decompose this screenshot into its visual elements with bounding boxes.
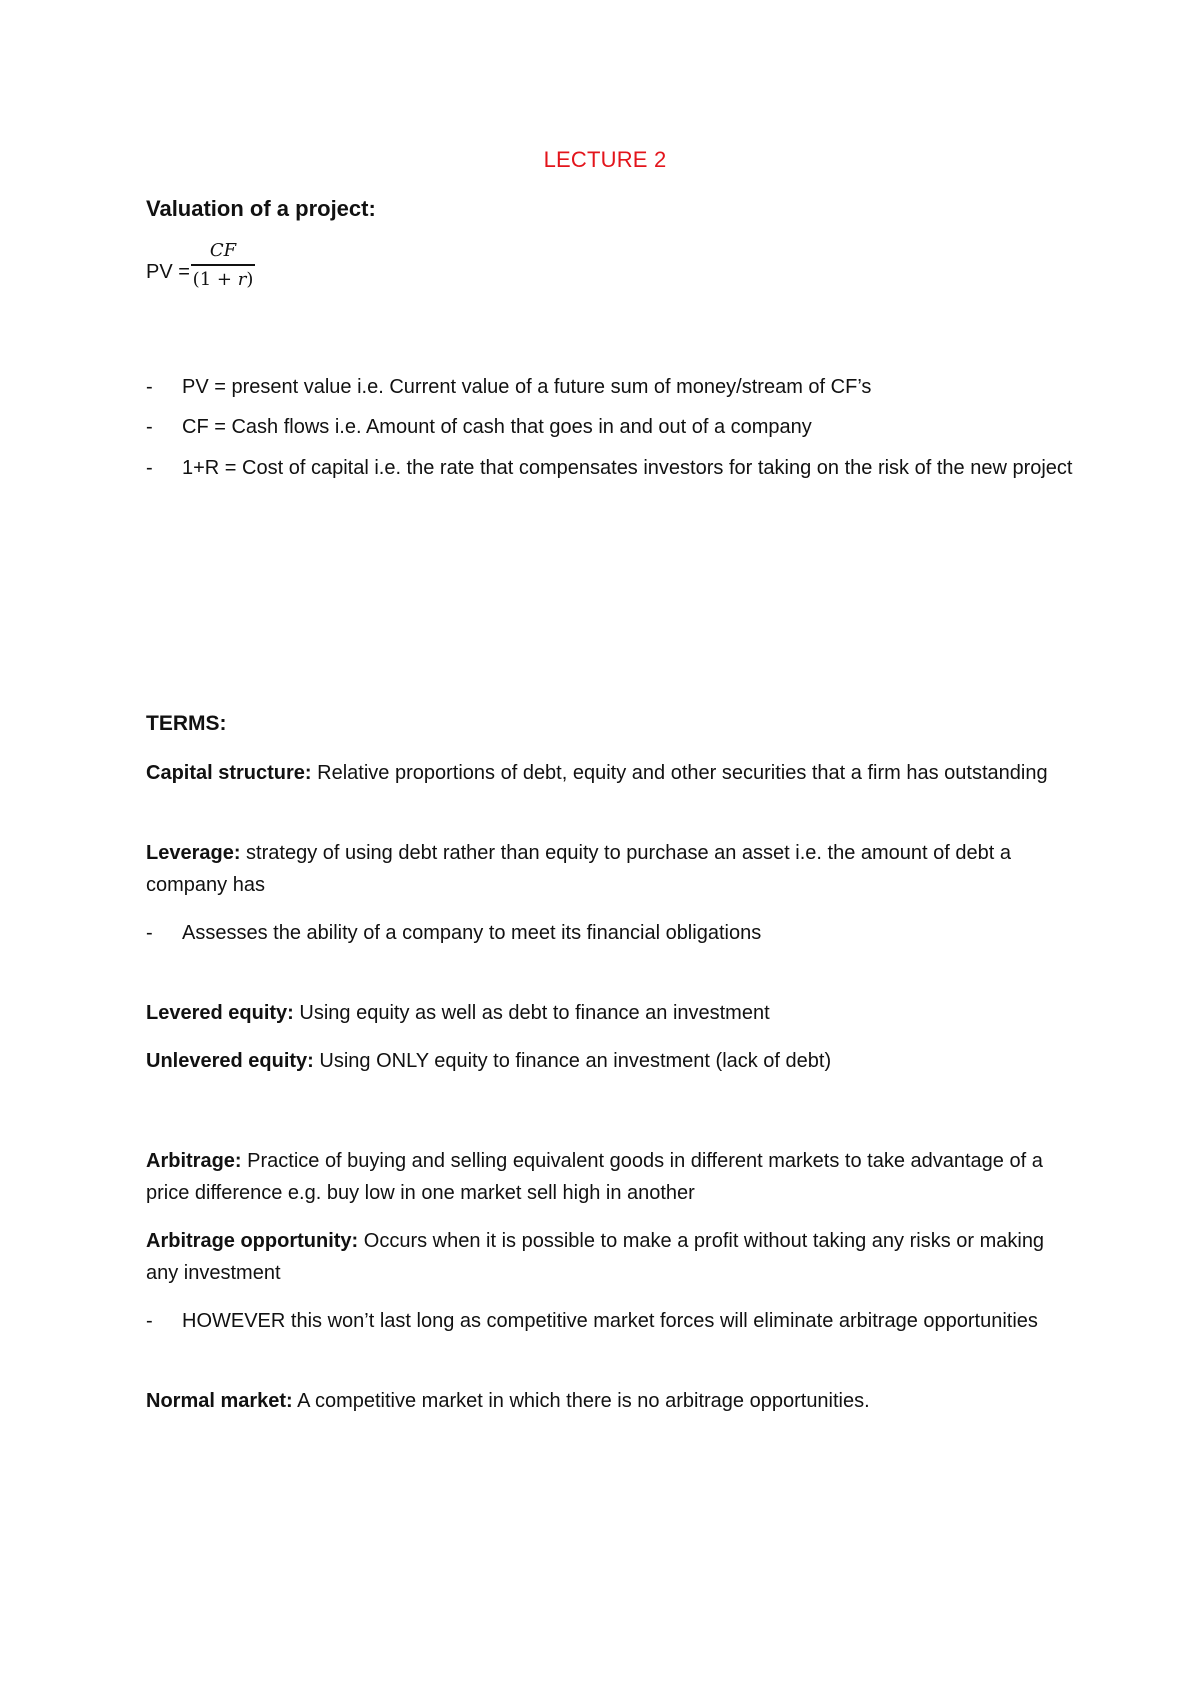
term-capital-structure (146, 757, 1066, 789)
term-label: Levered equity: (146, 1002, 294, 1024)
term-definition: strategy of using debt rather than equity to purchase an asset i.e. the amount of debt a company has (146, 842, 1011, 896)
term-definition: Practice of buying and selling equivalent goods in different markets to take advantage of a price difference e.g. buy low in one market sell high in another (146, 1150, 1043, 1204)
list-item (146, 1305, 1096, 1337)
denominator-r: r (237, 268, 247, 290)
term-label: Unlevered equity: (146, 1050, 314, 1072)
bullet-text: Assesses the ability of a company to meet its financial obligations (182, 922, 762, 944)
term-label: Arbitrage: (146, 1150, 242, 1172)
formula-denominator (187, 269, 259, 291)
term-label: Arbitrage opportunity: (146, 1230, 359, 1252)
term-leverage (146, 837, 1066, 901)
denominator-plus: + (216, 268, 232, 290)
denominator-open-paren: ( (192, 268, 200, 290)
term-definition: A competitive market in which there is no arbitrage opportunities. (292, 1390, 870, 1412)
formula-fraction (187, 240, 259, 291)
document-title: LECTURE 2 (543, 147, 667, 172)
term-definition: Occurs when it is possible to make a profit without taking any risks or making any investment (146, 1230, 1045, 1284)
term-arbitrage (146, 1145, 1066, 1209)
bullet-dash: - (146, 457, 153, 479)
list-item (146, 452, 1096, 484)
bullet-dash: - (146, 416, 153, 438)
terms-heading: TERMS: (146, 712, 227, 735)
formula-numerator: CF (209, 240, 237, 261)
list-item (146, 917, 1096, 949)
denominator-one: 1 (199, 268, 212, 290)
valuation-heading: Valuation of a project: (146, 196, 376, 221)
term-definition: Using ONLY equity to finance an investment (lack of debt) (313, 1050, 832, 1072)
term-definition: Using equity as well as debt to finance an investment (293, 1002, 770, 1024)
bullet-text: HOWEVER this won’t last long as competitive market forces will eliminate arbitrage opportunities (182, 1310, 1038, 1332)
fraction-bar (191, 264, 255, 266)
term-unlevered-equity (146, 1045, 1066, 1077)
formula-lhs: PV = (146, 261, 190, 283)
term-levered-equity (146, 997, 1066, 1029)
denominator-close-paren: ) (246, 268, 254, 290)
term-arbitrage-opportunity (146, 1225, 1066, 1289)
term-label: Leverage: (146, 842, 241, 864)
bullet-text: PV = present value i.e. Current value of a future sum of money/stream of CF’s (182, 376, 872, 398)
term-label: Capital structure: (146, 762, 312, 784)
bullet-dash: - (146, 1310, 153, 1332)
term-definition: Relative proportions of debt, equity and other securities that a firm has outstanding (311, 762, 1048, 784)
term-normal-market (146, 1385, 1066, 1417)
bullet-dash: - (146, 922, 153, 944)
bullet-dash: - (146, 376, 153, 398)
bullet-text: CF = Cash flows i.e. Amount of cash that goes in and out of a company (182, 416, 812, 438)
list-item (146, 411, 1096, 443)
list-item (146, 371, 1096, 403)
term-label: Normal market: (146, 1390, 293, 1412)
bullet-text: 1+R = Cost of capital i.e. the rate that compensates investors for taking on the risk of the new project (182, 457, 1073, 479)
